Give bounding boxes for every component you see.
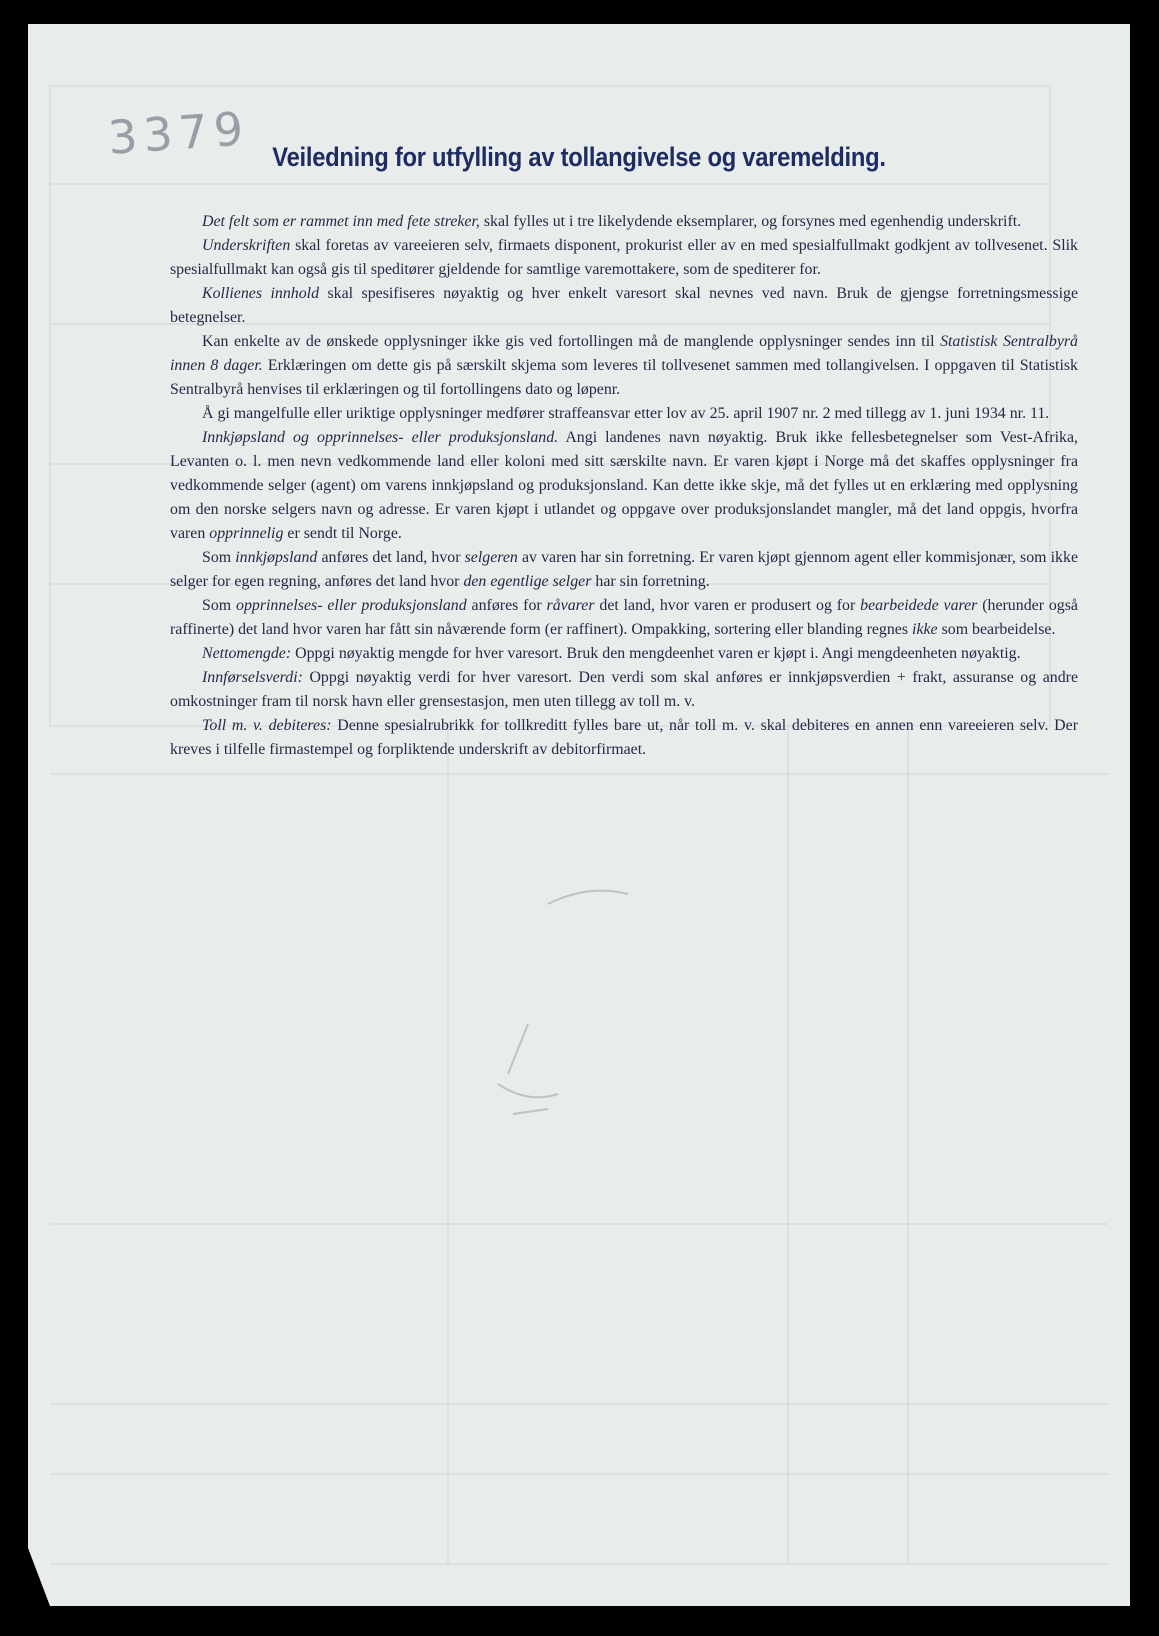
italic-term: ikke	[912, 621, 938, 638]
text-run: skal spesifiseres nøyaktig og hver enkelt varesort skal nevnes ved navn. Bruk de gjengse forretningsmessige betegnelser.	[170, 285, 1078, 326]
italic-term: Underskriften	[202, 237, 291, 254]
paragraph	[170, 666, 1078, 714]
italic-term: den egentlige selger	[463, 573, 592, 590]
text-run: det land, hvor varen er produsert og for	[594, 597, 861, 614]
document-page	[28, 24, 1130, 1606]
italic-term: Det felt som er rammet inn med fete streker,	[202, 213, 480, 230]
italic-term: Kollienes innhold	[202, 285, 320, 302]
text-run: Som	[202, 597, 236, 614]
paragraph	[170, 546, 1078, 594]
paragraph	[170, 642, 1078, 666]
text-run: er sendt til Norge.	[283, 525, 402, 542]
italic-term: Statistisk Sentralbyrå innen 8 dager.	[170, 333, 1078, 374]
italic-term: råvarer	[546, 597, 595, 614]
paragraph	[170, 282, 1078, 330]
text-run: Som	[202, 549, 236, 566]
text-run: skal foretas av vareeieren selv, firmaets disponent, prokurist eller av en med spesialfullmakt godkjent av tollvesenet. Slik spesialfullmakt kan også gis til speditører gjeldende for samtlige varemottakere, som de spediterer for.	[170, 237, 1078, 278]
italic-term: Innførselsverdi:	[202, 669, 303, 686]
italic-term: innkjøpsland	[235, 549, 318, 566]
text-run: har sin forretning.	[591, 573, 710, 590]
paragraph	[170, 210, 1078, 234]
italic-term: Nettomengde:	[202, 645, 292, 662]
text-run: Denne spesialrubrikk for tollkreditt fylles bare ut, når toll m. v. skal debiteres en annen enn vareeieren selv. Der kreves i tilfelle firmastempel og forpliktende underskrift av debitorfirmaet.	[170, 717, 1078, 758]
text-run: (herunder også raffinerte) det land hvor varen har fått sin nåværende form (er raffinert). Ompakking, sortering eller blanding regnes	[170, 597, 1078, 638]
paragraph	[170, 426, 1078, 546]
text-run: Å gi mangelfulle eller uriktige opplysninger medfører straffeansvar etter lov av 25. april 1907 nr. 2 med tillegg av 1. juni 1934 nr. 11.	[202, 405, 1050, 422]
italic-term: selgeren	[464, 549, 518, 566]
text-run: som bearbeidelse.	[937, 621, 1056, 638]
text-run: Erklæringen om dette gis på særskilt skjema som leveres til tollvesenet sammen med tollangivelsen. I oppgaven til Statistisk Sentralbyrå henvises til erklæringen og til fortollingens dato og løpenr.	[170, 357, 1078, 398]
text-run: anføres det land, hvor	[317, 549, 465, 566]
italic-term: Toll m. v. debiteres:	[202, 717, 332, 734]
text-run: Angi landenes navn nøyaktig. Bruk ikke fellesbetegnelser som Vest-Afrika, Levanten o. l. men nevn vedkommende land eller koloni med sitt særskilte navn. Er varen kjøpt i Norge må det skaffes opplysninger fra vedkommende selger (agent) om varens innkjøpsland og produksjonsland. Kan dette ikke skje, må det fylles ut en erklæring med opplysning om den norske selgers navn og adresse. Er varen kjøpt i utlandet og oppgave over produksjonslandet mangler, må det land oppgis, hvorfra varen	[170, 429, 1078, 542]
page-title: Veiledning for utfylling av tollangivelse og varemelding.	[272, 142, 886, 172]
italic-term: opprinnelig	[209, 525, 284, 542]
text-run: av varen har sin forretning. Er varen kjøpt gjennom agent eller kommisjonær, som ikke selger for egen regning, anføres det land hvor	[170, 549, 1078, 590]
text-run: Oppgi nøyaktig verdi for hver varesort. Den verdi som skal anføres er innkjøpsverdien + frakt, assuranse og andre omkostninger fram til norsk havn eller grensestasjon, men uten tillegg av toll m. v.	[170, 669, 1078, 710]
text-run: skal fylles ut i tre likelydende eksemplarer, og forsynes med egenhendig underskrift.	[479, 213, 1022, 230]
instructions-body	[170, 210, 1078, 762]
paragraph	[170, 234, 1078, 282]
paragraph	[170, 330, 1078, 402]
paragraph	[170, 402, 1078, 426]
handwritten-number: 3379	[106, 101, 251, 165]
paragraph	[170, 594, 1078, 642]
paragraph	[170, 714, 1078, 762]
text-run: Kan enkelte av de ønskede opplysninger ikke gis ved fortollingen må de manglende opplysninger sendes inn til	[202, 333, 941, 350]
italic-term: bearbeidede varer	[860, 597, 978, 614]
text-run: anføres for	[466, 597, 547, 614]
italic-term: Innkjøpsland og opprinnelses- eller produksjonsland.	[202, 429, 559, 446]
italic-term: opprinnelses- eller produksjonsland	[236, 597, 467, 614]
text-run: Oppgi nøyaktig mengde for hver varesort. Bruk den mengdeenhet varen er kjøpt i. Angi mengdeenheten nøyaktig.	[291, 645, 1021, 662]
